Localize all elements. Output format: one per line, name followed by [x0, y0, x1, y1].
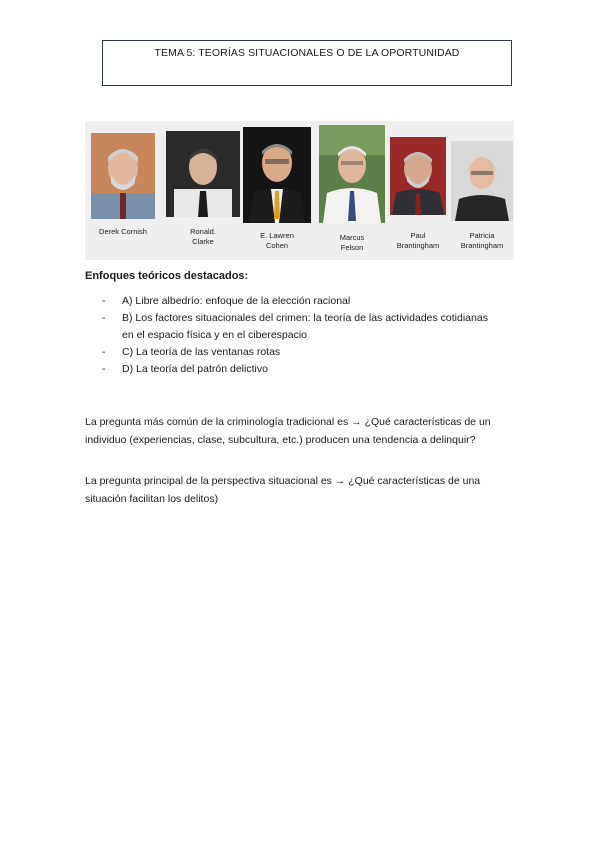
paragraph-situational-question: La pregunta principal de la perspectiva situacional es → ¿Qué características de una situación facilitan los delitos) [85, 475, 481, 505]
caption-derek-cornish: Derek Cornish [99, 227, 147, 236]
portrait-photo [243, 127, 311, 223]
portrait-strip [85, 121, 514, 260]
portrait-marcus-felson [319, 125, 385, 252]
portrait-lawren-cohen [243, 127, 311, 250]
portrait-photo [451, 141, 513, 221]
portrait-photo [390, 137, 446, 215]
portrait-photo [91, 133, 155, 219]
portrait-photo [166, 131, 240, 217]
list-marker: - [102, 295, 106, 307]
caption-marcus-felson: Marcus Felson [339, 233, 365, 252]
list-item: - C) La teoría de las ventanas rotas [100, 344, 500, 361]
list-marker: - [102, 346, 106, 358]
list-item: - D) La teoría del patrón delictivo [100, 361, 500, 378]
portrait-paul-brantingham [390, 137, 446, 250]
caption-paul-brantingham: Paul Brantingham [396, 231, 440, 250]
portrait-ronald-clarke [166, 131, 240, 246]
list-item: - A) Libre albedrío: enfoque de la elección racional [100, 293, 500, 310]
caption-ronald-clarke: Ronald. Clarke [190, 227, 216, 246]
approaches-list [100, 293, 500, 378]
title-box [102, 40, 512, 86]
portrait-photo [319, 125, 385, 223]
section-heading: Enfoques teóricos destacados: [85, 270, 249, 282]
paragraph-traditional-question: La pregunta más común de la criminología tradicional es → ¿Qué características de un individuo (experiencias, clase, subcultura, etc.) producen una tendencia a delinquir? [85, 416, 491, 446]
portrait-patricia-brantingham [451, 141, 513, 250]
list-marker: - [102, 312, 106, 324]
caption-lawren-cohen: E. Lawren Cohen [260, 231, 294, 250]
list-marker: - [102, 363, 106, 375]
document-title: TEMA 5: TEORÍAS SITUACIONALES O DE LA OPORTUNIDAD [154, 47, 460, 59]
list-item: - B) Los factores situacionales del crimen: la teoría de las actividades cotidianas en el espacio física y en el ciberespacio [102, 312, 488, 341]
caption-patricia-brantingham: Patricia Brantingham [460, 231, 504, 250]
portrait-derek-cornish [91, 133, 155, 236]
